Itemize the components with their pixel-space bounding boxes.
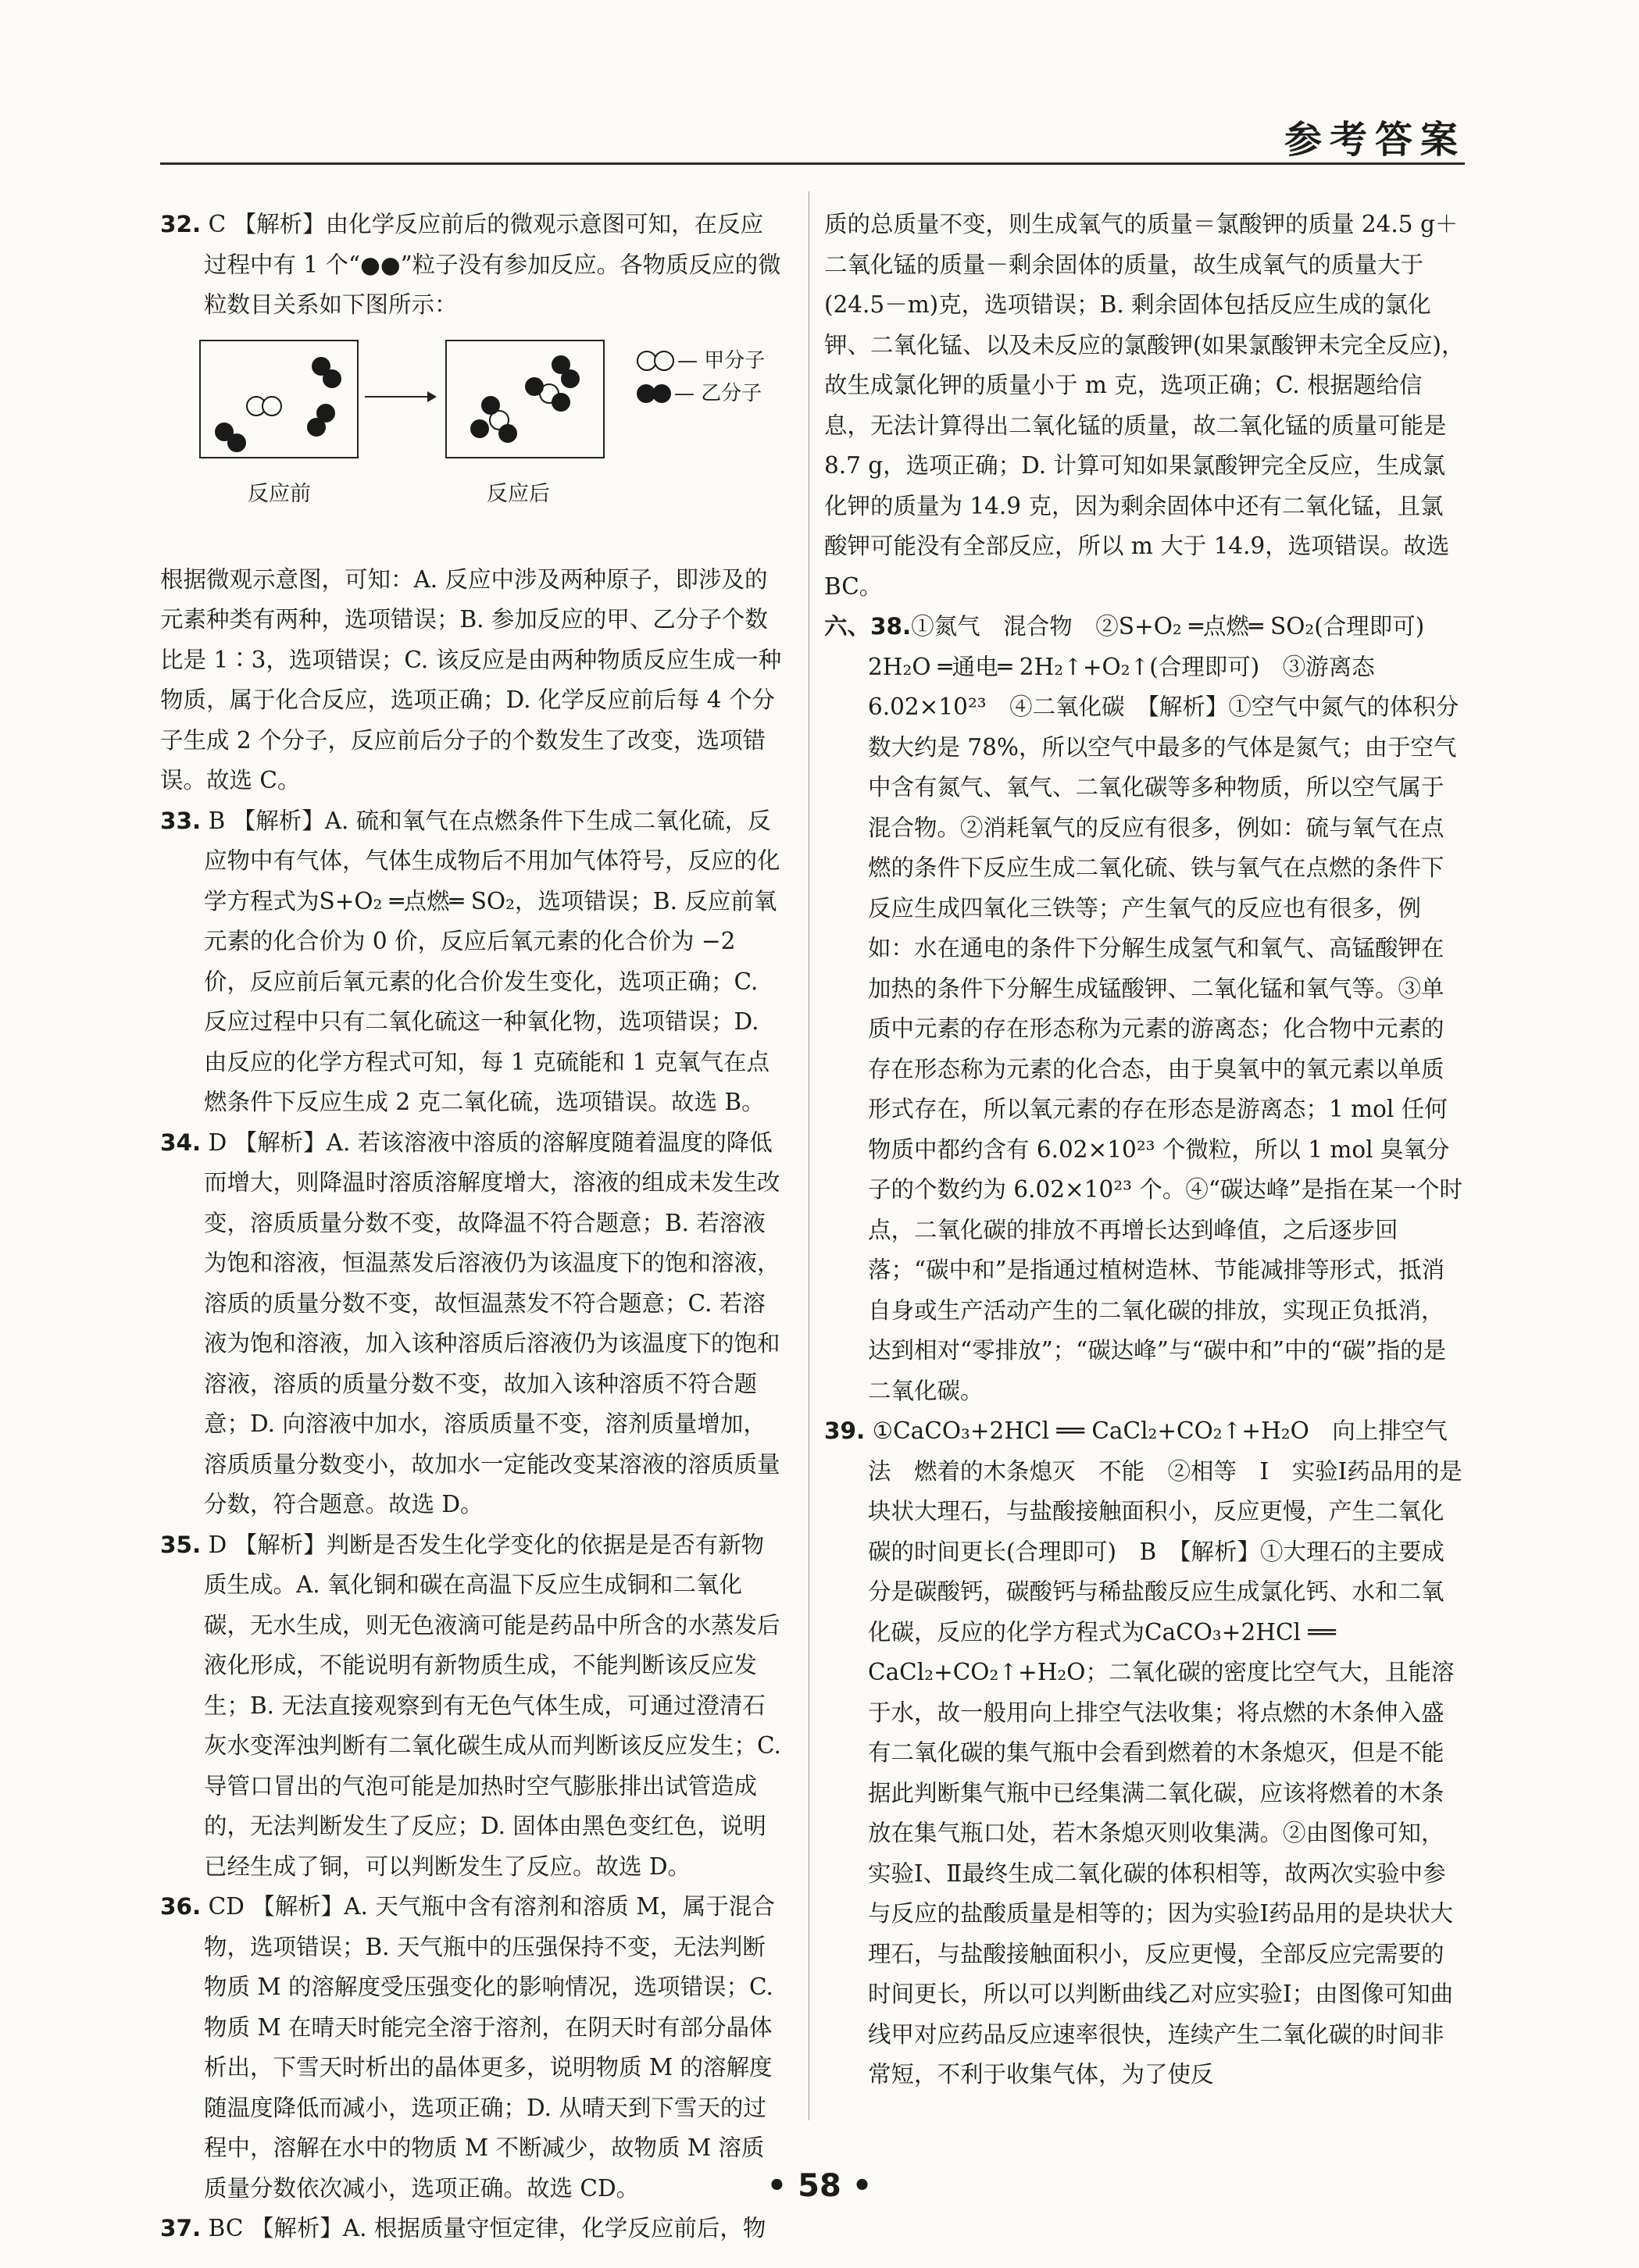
filled-atom bbox=[552, 393, 570, 412]
answer-text: CD 【解析】A. 天气瓶中含有溶剂和溶质 M，属于混合物，选项错误；B. 天气瓶中的压强保持不变，无法判断物质 M 的溶解度受压强变化的影响情况，选项错误；C. 物质 M 在晴天时能完全溶于溶剂，在阴天时有部分晶体析出，下雪天时析出的晶体更多，说明物质 M 的溶解度随温度降低而减小，选项正确；D. 从晴天到下雪天的过程中，溶解在水中的物质 M 不断减少，故物质 M 溶质质量分数依次减小，选项正确。故选 CD。 bbox=[204, 1893, 775, 2202]
answer-text: B 【解析】A. 硫和氧气在点燃条件下生成二氧化硫，反应物中有气体，气体生成物后不用加气体符号，反应的化学方程式为S+O₂ ═点燃═ SO₂，选项错误；B. 反应前氧元素的化合价为 0 价，反应后氧元素的化合价为 −2 价，反应前后氧元素的化合价发生变化，选项正确；C. 反应过程中只有二氧化硫这一种氧化物，选项错误；D. 由反应的化学方程式可知，每 1 克硫能和 1 克氧气在点燃条件下反应生成 2 克二氧化硫，选项错误。故选 B。 bbox=[204, 807, 780, 1115]
before-reaction-box bbox=[199, 340, 359, 458]
answer-text: ①CaCO₃+2HCl ══ CaCl₂+CO₂↑+H₂O 向上排空气法 燃着的木条熄灭 不能 ②相等 Ⅰ 实验Ⅰ药品用的是块状大理石，与盐酸接触面积小，反应更慢，产生二氧化碳的时间更长(合理即可) B 【解析】①大理石的主要成分是碳酸钙，碳酸钙与稀盐酸反应生成氯化钙、水和二氧化碳，反应的化学方程式为CaCO₃+2HCl ══ CaCl₂+CO₂↑+H₂O；二氧化碳的密度比空气大，且能溶于水，故一般用向上排空气法收集；将点燃的木条伸入盛有二氧化碳的集气瓶中会看到燃着的木条熄灭，但是不能据此判断集气瓶中已经集满二氧化碳，应该将燃着的木条放在集气瓶口处，若木条熄灭则收集满。②由图像可知，实验Ⅰ、Ⅱ最终生成二氧化碳的体积相等，故两次实验中参与反应的盐酸质量是相等的；因为实验Ⅰ药品用的是块状大理石，与盐酸接触面积小，反应更慢，全部反应完需要的时间更长，所以可以判断曲线乙对应实验Ⅰ；由图像可知曲线甲对应药品反应速率很快，连续产生二氧化碳的时间非常短，不利于收集气体，为了使反 bbox=[868, 1418, 1462, 2088]
diagram-legend bbox=[637, 344, 765, 410]
question-number: 六、38. bbox=[824, 613, 912, 640]
answer-text: C 【解析】由化学反应前后的微观示意图可知，在反应过程中有 1 个“●●”粒子没有参加反应。各物质反应的微粒数目关系如下图所示： bbox=[204, 211, 781, 318]
question-37-continued: 质的总质量不变，则生成氧气的质量＝氯酸钾的质量 24.5 g＋二氧化锰的质量－剩余固体的质量，故生成氧气的质量大于(24.5－m)克，选项错误；B. 剩余固体包括反应生成的氯化钾、二氧化锰、以及未反应的氯酸钾(如果氯酸钾未完全反应)，故生成氯化钾的质量小于 m 克，选项正确；C. 根据题给信息，无法计算得出二氧化锰的质量，故二氧化锰的质量可能是 8.7 g，选项正确；D. 计算可知如果氯酸钾完全反应，生成氯化钾的质量为 14.9 克，因为剩余固体中还有二氧化锰，且氯酸钾可能没有全部反应，所以 m 大于 14.9，选项错误。故选 BC。 bbox=[824, 211, 1465, 600]
question-38 bbox=[824, 607, 1465, 647]
question-32-analysis: 根据微观示意图，可知：A. 反应中涉及两种原子，即涉及的元素种类有两种，选项错误；B. 参加反应的甲、乙分子个数比是 1∶3，选项错误；C. 该反应是由两种物质反应生成一种物质，属于化合反应，选项正确；D. 化学反应前后每 4 个分子生成 2 个分子，反应前后分子的个数发生了改变，选项错误。故选 C。 bbox=[160, 565, 782, 793]
filled-atom bbox=[481, 396, 500, 415]
filled-atom bbox=[470, 419, 489, 438]
question-38-analysis: 2H₂O ═通电═ 2H₂↑+O₂↑(合理即可) ③游离态 6.02×10²³ ④二氧化碳 【解析】①空气中氮气的体积分数大约是 78%，所以空气中最多的气体是氮气；由于空气中含有氮气、氧气、二氧化碳等多种物质，所以空气属于混合物。②消耗氧气的反应有很多，例如：硫与氧气在点燃的条件下反应生成二氧化硫、铁与氧气在点燃的条件下反应生成四氧化三铁等；产生氧气的反应也有很多，例如：水在通电的条件下分解生成氢气和氧气、高锰酸钾在加热的条件下分解生成锰酸钾、二氧化锰和氧气等。③单质中元素的存在形态称为元素的游离态；化合物中元素的存在形态称为元素的化合态，由于臭氧中的氧元素以单质形式存在，所以氧元素的存在形态是游离态；1 mol 任何物质中都约含有 6.02×10²³ 个微粒，所以 1 mol 臭氧分子的个数约为 6.02×10²³ 个。④“碳达峰”是指在某一个时点，二氧化碳的排放不再增长达到峰值，之后逐步回落；“碳中和”是指通过植树造林、节能减排等形式，抵消自身或生产活动产生的二氧化碳的排放，实现正负抵消，达到相对“零排放”；“碳达峰”与“碳中和”中的“碳”指的是二氧化碳。 bbox=[868, 653, 1463, 1404]
open-atom bbox=[654, 351, 674, 371]
question-number: 32. bbox=[160, 211, 202, 237]
left-column bbox=[160, 205, 785, 2249]
caption-after: 反应后 bbox=[487, 481, 550, 506]
question-number: 36. bbox=[160, 1893, 202, 1920]
filled-atom bbox=[561, 369, 580, 388]
legend-label-a: — 甲分子 bbox=[677, 348, 766, 373]
answer-text: BC 【解析】A. 根据质量守恒定律，化学反应前后，物 bbox=[208, 2215, 766, 2241]
question-37 bbox=[160, 2209, 785, 2249]
filled-atom bbox=[525, 377, 544, 396]
filled-atom bbox=[227, 433, 246, 452]
answer-text: D 【解析】A. 若该溶液中溶质的溶解度随着温度的降低而增大，则降温时溶质溶解度增大，溶液的组成未发生改变，溶质质量分数不变，故降温不符合题意；B. 若溶液为饱和溶液，恒温蒸发后溶液仍为该温度下的饱和溶液，溶质的质量分数不变，故恒温蒸发不符合题意；C. 若溶液为饱和溶液，加入该种溶质后溶液仍为该温度下的饱和溶液，溶质的质量分数不变，故加入该种溶质不符合题意；D. 向溶液中加水，溶质质量不变，溶剂质量增加，溶质质量分数变小，故加水一定能改变某溶液的溶质质量分数，符合题意。故选 D。 bbox=[204, 1129, 780, 1517]
question-number: 33. bbox=[160, 807, 202, 834]
page-header-title: 参考答案 bbox=[1284, 118, 1466, 162]
question-number: 34. bbox=[160, 1129, 202, 1156]
question-number: 37. bbox=[160, 2215, 202, 2241]
question-39 bbox=[824, 1411, 1465, 2095]
header-rule bbox=[160, 162, 1465, 165]
reaction-diagram bbox=[160, 329, 785, 555]
question-32 bbox=[160, 205, 785, 326]
filled-atom bbox=[307, 418, 326, 437]
legend-label-b: — 乙分子 bbox=[674, 381, 762, 405]
filled-atom bbox=[652, 384, 671, 403]
question-number: 35. bbox=[160, 1531, 202, 1558]
filled-atom bbox=[323, 369, 341, 388]
filled-atom bbox=[498, 424, 517, 443]
question-34 bbox=[160, 1123, 785, 1525]
open-atom bbox=[262, 396, 282, 416]
legend-row-b bbox=[637, 377, 765, 410]
caption-before: 反应前 bbox=[248, 481, 311, 506]
answer-text: D 【解析】判断是否发生化学变化的依据是是否有新物质生成。A. 氧化铜和碳在高温下反应生成铜和二氧化碳，无水生成，则无色液滴可能是药品中所含的水蒸发后液化形成，不能说明有新物质生成，不能判断该反应发生；B. 无法直接观察到有无色气体生成，可通过澄清石灰水变浑浊判断有二氧化碳生成从而判断该反应发生；C. 导管口冒出的气泡可能是加热时空气膨胀排出试管造成的，无法判断发生了反应；D. 固体由黑色变红色，说明已经生成了铜，可以判断发生了反应。故选 D。 bbox=[204, 1531, 781, 1880]
question-35 bbox=[160, 1525, 785, 1888]
after-reaction-box bbox=[445, 340, 605, 458]
question-33 bbox=[160, 801, 785, 1123]
legend-row-a bbox=[637, 344, 765, 377]
page-number: • 58 • bbox=[766, 2168, 873, 2204]
reaction-arrow bbox=[365, 396, 435, 398]
question-36 bbox=[160, 1887, 785, 2209]
right-column bbox=[824, 205, 1465, 2095]
question-number: 39. bbox=[824, 1418, 866, 1444]
answer-line: ①氮气 混合物 ②S+O₂ ═点燃═ SO₂(合理即可) bbox=[911, 613, 1425, 640]
